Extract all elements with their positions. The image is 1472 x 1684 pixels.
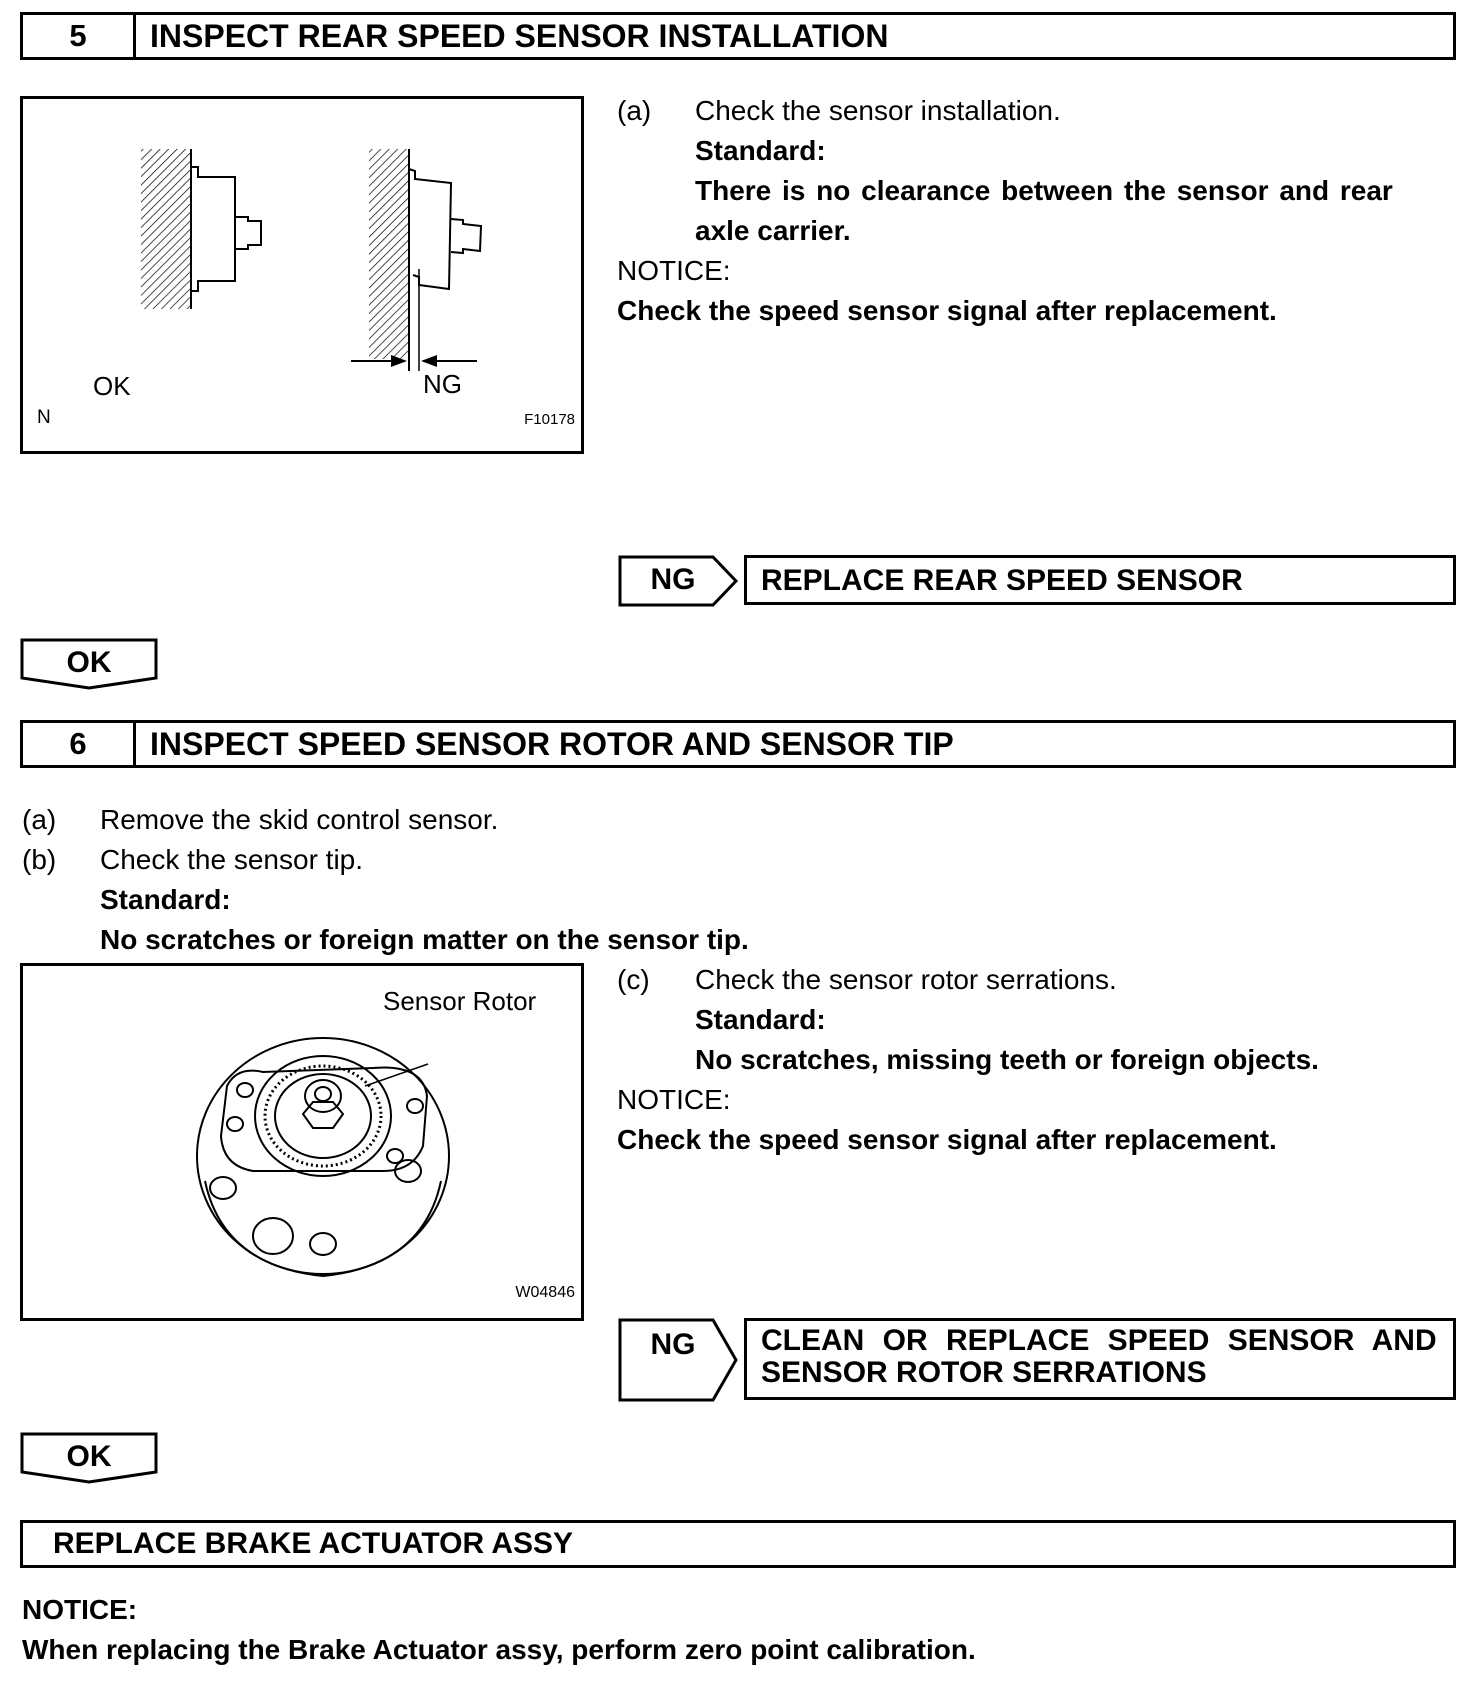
step-6-number: 6	[23, 723, 136, 765]
step-6-ng-result-line2: SENSOR ROTOR SERRATIONS	[761, 1356, 1207, 1389]
final-action-title: REPLACE BRAKE ACTUATOR ASSY	[53, 1527, 574, 1560]
final-notice-text: When replacing the Brake Actuator assy, perform zero point calibration.	[22, 1634, 976, 1665]
step-6-c-label: (c)	[617, 964, 650, 995]
step-5-ok-tab	[20, 638, 158, 690]
step-6-a-label: (a)	[22, 804, 57, 835]
sensor-rotor-figure	[20, 963, 584, 1321]
step-6-b-standard-label: Standard:	[100, 884, 231, 915]
step-5-standard-label: Standard:	[695, 135, 826, 166]
step-5-notice-label: NOTICE:	[617, 255, 731, 286]
step-5-header	[20, 12, 1456, 60]
step-5-ok-label: OK	[66, 646, 112, 679]
final-notice-label: NOTICE:	[22, 1594, 138, 1625]
step-6-ng-result	[744, 1318, 1456, 1400]
step-5-notice-text: Check the speed sensor signal after replacement.	[617, 295, 1277, 326]
step-6-ng-label: NG	[650, 1328, 696, 1361]
figure-ng-label: NG	[423, 369, 462, 399]
ng-sensor-drawing	[369, 149, 481, 371]
step-6-c-text: Check the sensor rotor serrations.	[695, 964, 1117, 995]
step-6-notice-text: Check the speed sensor signal after replacement.	[617, 1124, 1277, 1155]
step-6-b-standard-text: No scratches or foreign matter on the sensor tip.	[100, 924, 749, 955]
step-5-ng-label: NG	[650, 563, 696, 596]
step-5-ng-result-text: REPLACE REAR SPEED SENSOR	[761, 564, 1243, 597]
final-notice	[22, 1590, 1452, 1670]
sensor-rotor-drawing	[23, 966, 587, 1324]
ok-sensor-drawing	[141, 149, 261, 309]
step-5-instructions	[617, 91, 1457, 331]
step-6-c-standard-label: Standard:	[695, 1004, 826, 1035]
figure-code: F10178	[524, 411, 575, 428]
final-action-box	[20, 1520, 1456, 1568]
step-6-header	[20, 720, 1456, 768]
step-6-ok-tab	[20, 1432, 158, 1484]
sensor-installation-drawing	[23, 99, 587, 457]
step-5-standard-line2: axle carrier.	[695, 215, 851, 246]
step-5-ng-arrow	[618, 555, 740, 607]
step-5-standard-line1: There is no clearance between the sensor and rear	[695, 175, 1393, 206]
step-5-a-text: Check the sensor installation.	[695, 95, 1061, 126]
figure-code: W04846	[515, 1284, 575, 1301]
step-6-instructions-top	[22, 800, 1022, 960]
step-6-b-text: Check the sensor tip.	[100, 844, 364, 875]
step-6-notice-label: NOTICE:	[617, 1084, 731, 1115]
step-5-a-label: (a)	[617, 95, 652, 126]
figure-ok-label: OK	[93, 371, 131, 401]
figure-n-label: N	[37, 407, 51, 428]
step-5-ng-result	[744, 555, 1456, 605]
step-5-title: INSPECT REAR SPEED SENSOR INSTALLATION	[150, 17, 889, 54]
step-6-title: INSPECT SPEED SENSOR ROTOR AND SENSOR TIP	[150, 725, 954, 762]
step-6-ok-label: OK	[66, 1440, 112, 1473]
step-6-ng-arrow	[618, 1318, 740, 1402]
sensor-installation-figure	[20, 96, 584, 454]
step-6-b-label: (b)	[22, 844, 57, 875]
step-6-instructions-right	[617, 960, 1457, 1160]
step-6-c-standard-text: No scratches, missing teeth or foreign objects.	[695, 1044, 1319, 1075]
step-5-number: 5	[23, 15, 136, 57]
sensor-rotor-callout: Sensor Rotor	[383, 986, 537, 1016]
step-6-ng-result-line1: CLEAN OR REPLACE SPEED SENSOR AND	[761, 1324, 1437, 1357]
step-6-a-text: Remove the skid control sensor.	[100, 804, 499, 835]
